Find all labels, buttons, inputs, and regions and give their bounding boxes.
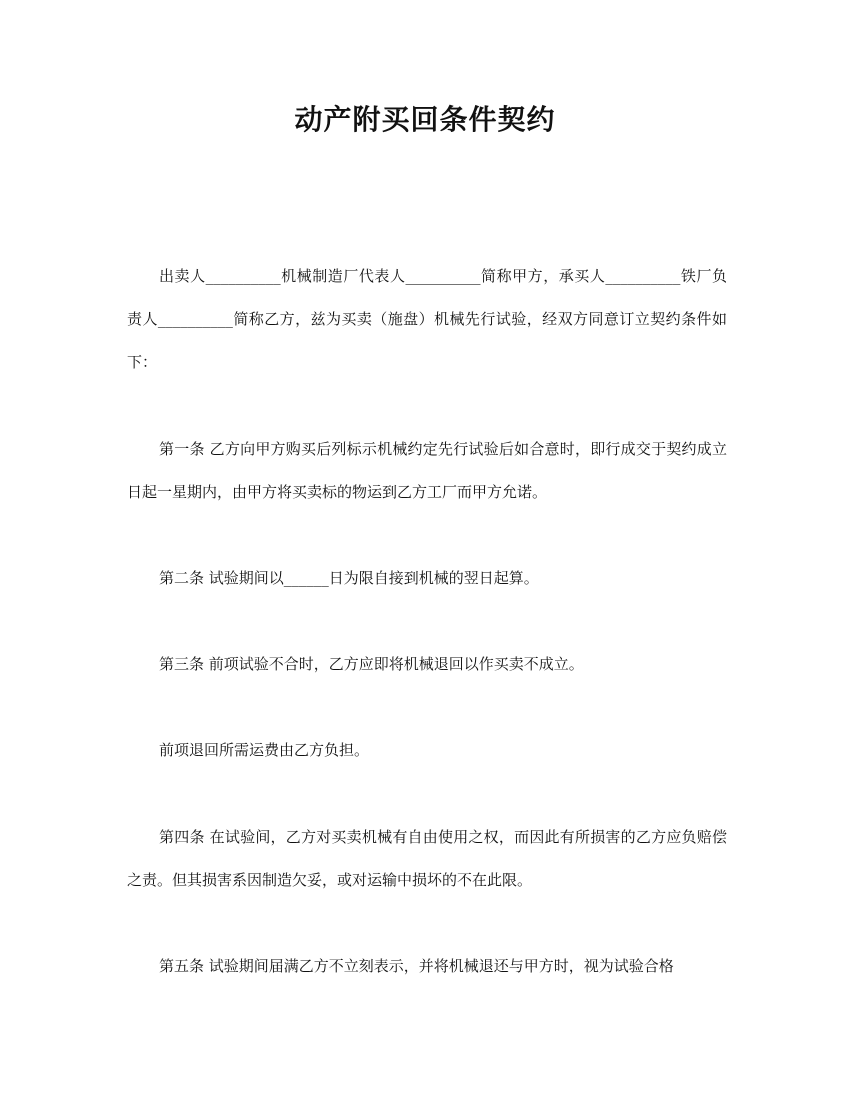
document-title: 动产附买回条件契约 xyxy=(294,103,556,136)
article-5-paragraph: 第五条 试验期间届满乙方不立刻表示，并将机械退还与甲方时，视为试验合格 xyxy=(159,957,674,975)
preamble-paragraph: 出卖人__________机械制造厂代表人__________简称甲方，承买人__________铁厂负责人__________简称乙方，兹为买卖（施盘）机械先行试验，经双方同意订立契约条件如下： xyxy=(127,267,727,371)
article-2-paragraph: 第二条 试验期间以______日为限自接到机械的翌日起算。 xyxy=(159,569,539,587)
article-3-paragraph: 第三条 前项试验不合时，乙方应即将机械退回以作买卖不成立。 xyxy=(159,655,584,673)
article-1-paragraph: 第一条 乙方向甲方购买后列标示机械约定先行试验后如合意时，即行成交于契约成立日起一星期内，由甲方将买卖标的物运到乙方工厂而甲方允诺。 xyxy=(127,440,727,501)
article-3-note-paragraph: 前项退回所需运费由乙方负担。 xyxy=(159,741,370,759)
article-4-paragraph: 第四条 在试验间，乙方对买卖机械有自由使用之权，而因此有所损害的乙方应负赔偿之责。但其损害系因制造欠妥，或对运输中损坏的不在此限。 xyxy=(127,828,727,889)
